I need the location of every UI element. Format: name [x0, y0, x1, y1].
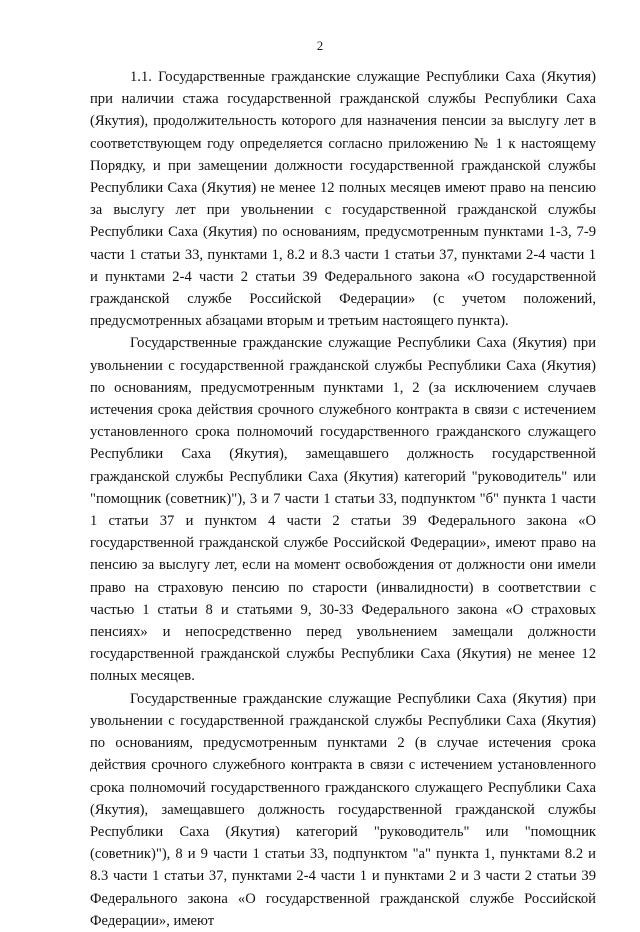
paragraph-contract-expiry: Государственные гражданские служащие Республики Саха (Якутия) при увольнении с государственной гражданской службы Республики Саха (Якутия) по основаниям, предусмотренным пунктами 2 (в случае истечения срока действия срочного служебного контракта в связи с истечением установленного срока полномочий государственного гражданского служащего Республики Саха (Якутия), замещавшего должность государственной гражданской службы Республики Саха (Якутия) категорий "руководитель" или "помощник (советник)"), 8 и 9 части 1 статьи 33, подпунктом "а" пункта 1, пунктами 8.2 и 8.3 части 1 статьи 37, пунктами 2-4 части 1 и пунктами 2 и 3 части 2 статьи 39 Федерального закона «О государственной гражданской службе Российской Федерации», имеют	[90, 690, 596, 929]
paragraph-dismissal-conditions: Государственные гражданские служащие Республики Саха (Якутия) при увольнении с государственной гражданской службы Республики Саха (Якутия) по основаниям, предусмотренным пунктами 1, 2 (за исключением случаев истечения срока действия срочного служебного контракта в связи с истечением установленного срока полномочий государственного гражданского служащего Республики Саха (Якутия), замещавшего должность государственной гражданской службы Республики Саха (Якутия) категорий "руководитель" или "помощник (советник)"), 3 и 7 части 1 статьи 33, подпунктом "б" пункта 1 части 1 статьи 37 и пунктом 4 части 2 статьи 39 Федерального закона «О государственной гражданской службе Российской Федерации», имеют право на пенсию за выслугу лет, если на момент освобождения от должности они имели право на страховую пенсию по старости (инвалидности) в соответствии с частью 1 статьи 8 и статьями 9, 30-33 Федерального закона «О страховых пенсиях» и непосредственно перед увольнением замещали должности государственной гражданской службы Республики Саха (Якутия) не менее 12 полных месяцев.	[90, 335, 596, 685]
page-number: 2	[316, 38, 324, 53]
document-body	[90, 66, 596, 932]
paragraph-1-1: 1.1. Государственные гражданские служащие Республики Саха (Якутия) при наличии стажа государственной гражданской службы Республики Саха (Якутия), продолжительность которого для назначения пенсии за выслугу лет в соответствующем году определяется согласно приложению № 1 к настоящему Порядку, и при замещении должности государственной гражданской службы Республики Саха (Якутия) не менее 12 полных месяцев имеют право на пенсию за выслугу лет при увольнении с государственной гражданской службы Республики Саха (Якутия) по основаниям, предусмотренным пунктами 1-3, 7-9 части 1 статьи 33, пунктами 1, 8.2 и 8.3 части 1 статьи 37, пунктами 2-4 части 1 и пунктами 2-4 части 2 статьи 39 Федерального закона «О государственной гражданской службе Российской Федерации» (с учетом положений, предусмотренных абзацами вторым и третьим настоящего пункта).	[90, 69, 596, 330]
